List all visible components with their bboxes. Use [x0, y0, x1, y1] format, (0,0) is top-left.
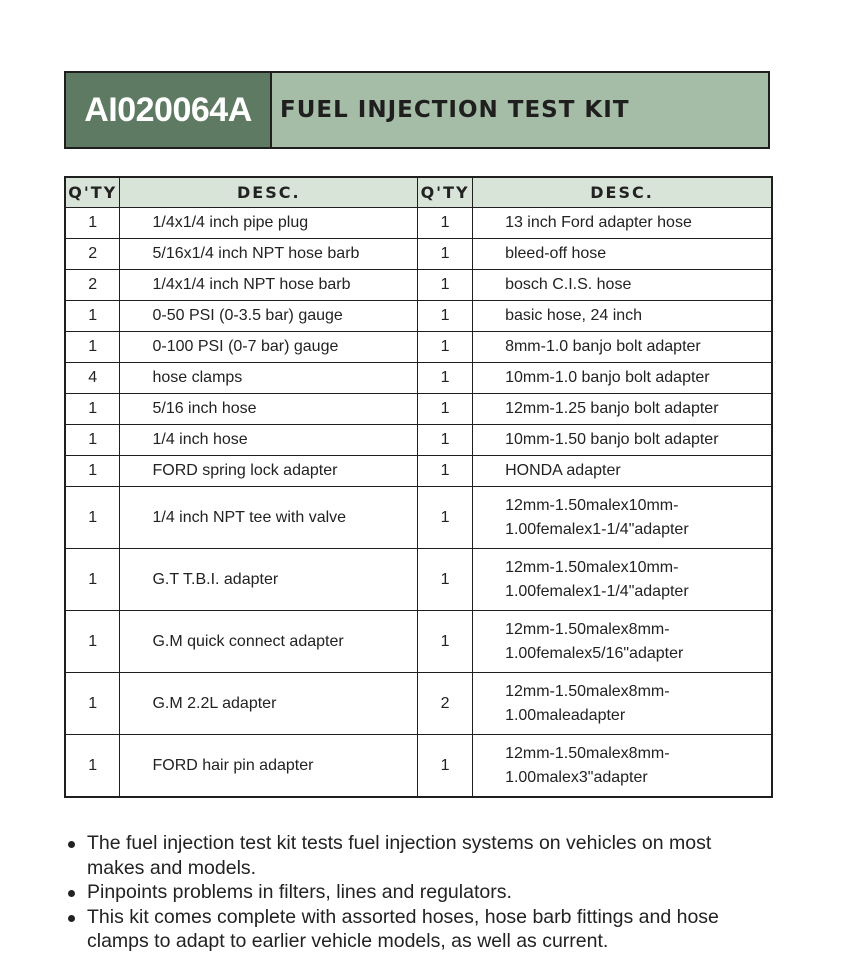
qty-cell-right: 2 [418, 673, 473, 735]
desc-line-1: 12mm-1.50malex10mm- [505, 496, 679, 514]
desc-cell-right: HONDA adapter [473, 456, 772, 487]
qty-cell-right: 1 [418, 270, 473, 301]
desc-cell-right: 12mm-1.25 banjo bolt adapter [473, 394, 772, 425]
table-row [65, 208, 772, 239]
table-row [65, 270, 772, 301]
qty-cell-right: 1 [418, 332, 473, 363]
desc-cell-left: 1/4 inch NPT tee with valve [120, 487, 418, 549]
note-text: Pinpoints problems in filters, lines and regulators. [87, 881, 512, 903]
note-text-continued: clamps to adapt to earlier vehicle models, as well as current. [87, 930, 609, 952]
desc-cell-right: 10mm-1.50 banjo bolt adapter [473, 425, 772, 456]
table-row [65, 425, 772, 456]
table-row [65, 549, 772, 611]
qty-cell-right: 1 [418, 611, 473, 673]
table-row [65, 301, 772, 332]
table-row [65, 363, 772, 394]
qty-cell-right: 1 [418, 549, 473, 611]
desc-line-1: 12mm-1.50malex8mm- [505, 620, 670, 638]
desc-cell-left: G.M quick connect adapter [120, 611, 418, 673]
table-row [65, 735, 772, 798]
desc-cell-right [473, 673, 772, 735]
desc-cell-right: basic hose, 24 inch [473, 301, 772, 332]
table-header-row [65, 177, 772, 208]
product-header [64, 71, 770, 149]
qty-cell-right: 1 [418, 487, 473, 549]
desc-line-2: 1.00femalex1-1/4"adapter [505, 520, 689, 538]
qty-cell-left: 2 [65, 239, 120, 270]
desc-cell-right: bleed-off hose [473, 239, 772, 270]
table-row [65, 487, 772, 549]
parts-table-body [65, 208, 772, 798]
qty-cell-left: 1 [65, 208, 120, 239]
qty-cell-right: 1 [418, 208, 473, 239]
qty-header-right: Q'TY [418, 177, 473, 208]
qty-cell-right: 1 [418, 363, 473, 394]
feature-notes [68, 831, 768, 954]
desc-line-2: 1.00maleadapter [505, 706, 626, 724]
table-row [65, 456, 772, 487]
desc-cell-right [473, 487, 772, 549]
desc-line-2: 1.00femalex5/16"adapter [505, 644, 684, 662]
qty-cell-right: 1 [418, 301, 473, 332]
desc-cell-right: bosch C.I.S. hose [473, 270, 772, 301]
note-text: The fuel injection test kit tests fuel injection systems on vehicles on most [87, 832, 712, 854]
desc-cell-right: 8mm-1.0 banjo bolt adapter [473, 332, 772, 363]
desc-cell-left: 1/4x1/4 inch pipe plug [120, 208, 418, 239]
desc-cell-left: 5/16 inch hose [120, 394, 418, 425]
qty-cell-left: 1 [65, 332, 120, 363]
qty-cell-left: 1 [65, 487, 120, 549]
desc-line-2: 1.00femalex1-1/4"adapter [505, 582, 689, 600]
desc-line-1: 12mm-1.50malex8mm- [505, 744, 670, 762]
desc-line-2: 1.00malex3"adapter [505, 768, 648, 786]
bullet-icon [68, 841, 75, 848]
desc-cell-left: 1/4x1/4 inch NPT hose barb [120, 270, 418, 301]
qty-cell-left: 1 [65, 425, 120, 456]
note-item [68, 880, 768, 905]
desc-cell-left: 1/4 inch hose [120, 425, 418, 456]
qty-cell-right: 1 [418, 394, 473, 425]
desc-line-1: 12mm-1.50malex8mm- [505, 682, 670, 700]
desc-cell-right [473, 735, 772, 798]
qty-cell-right: 1 [418, 456, 473, 487]
table-row [65, 673, 772, 735]
table-row [65, 611, 772, 673]
qty-cell-right: 1 [418, 239, 473, 270]
note-item [68, 831, 768, 880]
qty-cell-right: 1 [418, 425, 473, 456]
desc-header-right: DESC. [473, 177, 772, 208]
product-title: FUEL INJECTION TEST KIT [272, 73, 768, 147]
qty-cell-left: 1 [65, 735, 120, 798]
qty-cell-left: 1 [65, 611, 120, 673]
desc-cell-left: 0-100 PSI (0-7 bar) gauge [120, 332, 418, 363]
qty-cell-left: 4 [65, 363, 120, 394]
note-item [68, 905, 768, 954]
desc-cell-right [473, 611, 772, 673]
desc-cell-right: 10mm-1.0 banjo bolt adapter [473, 363, 772, 394]
desc-cell-left: FORD spring lock adapter [120, 456, 418, 487]
qty-cell-left: 1 [65, 673, 120, 735]
qty-header-left: Q'TY [65, 177, 120, 208]
table-row [65, 394, 772, 425]
bullet-icon [68, 915, 75, 922]
qty-cell-left: 2 [65, 270, 120, 301]
parts-table [64, 176, 773, 798]
qty-cell-left: 1 [65, 394, 120, 425]
note-text-continued: makes and models. [87, 856, 257, 879]
desc-header-left: DESC. [120, 177, 418, 208]
qty-cell-left: 1 [65, 301, 120, 332]
desc-line-1: 12mm-1.50malex10mm- [505, 558, 679, 576]
desc-cell-left: FORD hair pin adapter [120, 735, 418, 798]
table-row [65, 239, 772, 270]
qty-cell-right: 1 [418, 735, 473, 798]
product-code: AI020064A [66, 73, 272, 147]
qty-cell-left: 1 [65, 456, 120, 487]
desc-cell-right [473, 549, 772, 611]
desc-cell-left: hose clamps [120, 363, 418, 394]
desc-cell-right: 13 inch Ford adapter hose [473, 208, 772, 239]
desc-cell-left: 0-50 PSI (0-3.5 bar) gauge [120, 301, 418, 332]
desc-cell-left: 5/16x1/4 inch NPT hose barb [120, 239, 418, 270]
note-text: This kit comes complete with assorted hoses, hose barb fittings and hose [87, 905, 719, 928]
qty-cell-left: 1 [65, 549, 120, 611]
desc-cell-left: G.T T.B.I. adapter [120, 549, 418, 611]
bullet-icon [68, 890, 75, 897]
desc-cell-left: G.M 2.2L adapter [120, 673, 418, 735]
table-row [65, 332, 772, 363]
